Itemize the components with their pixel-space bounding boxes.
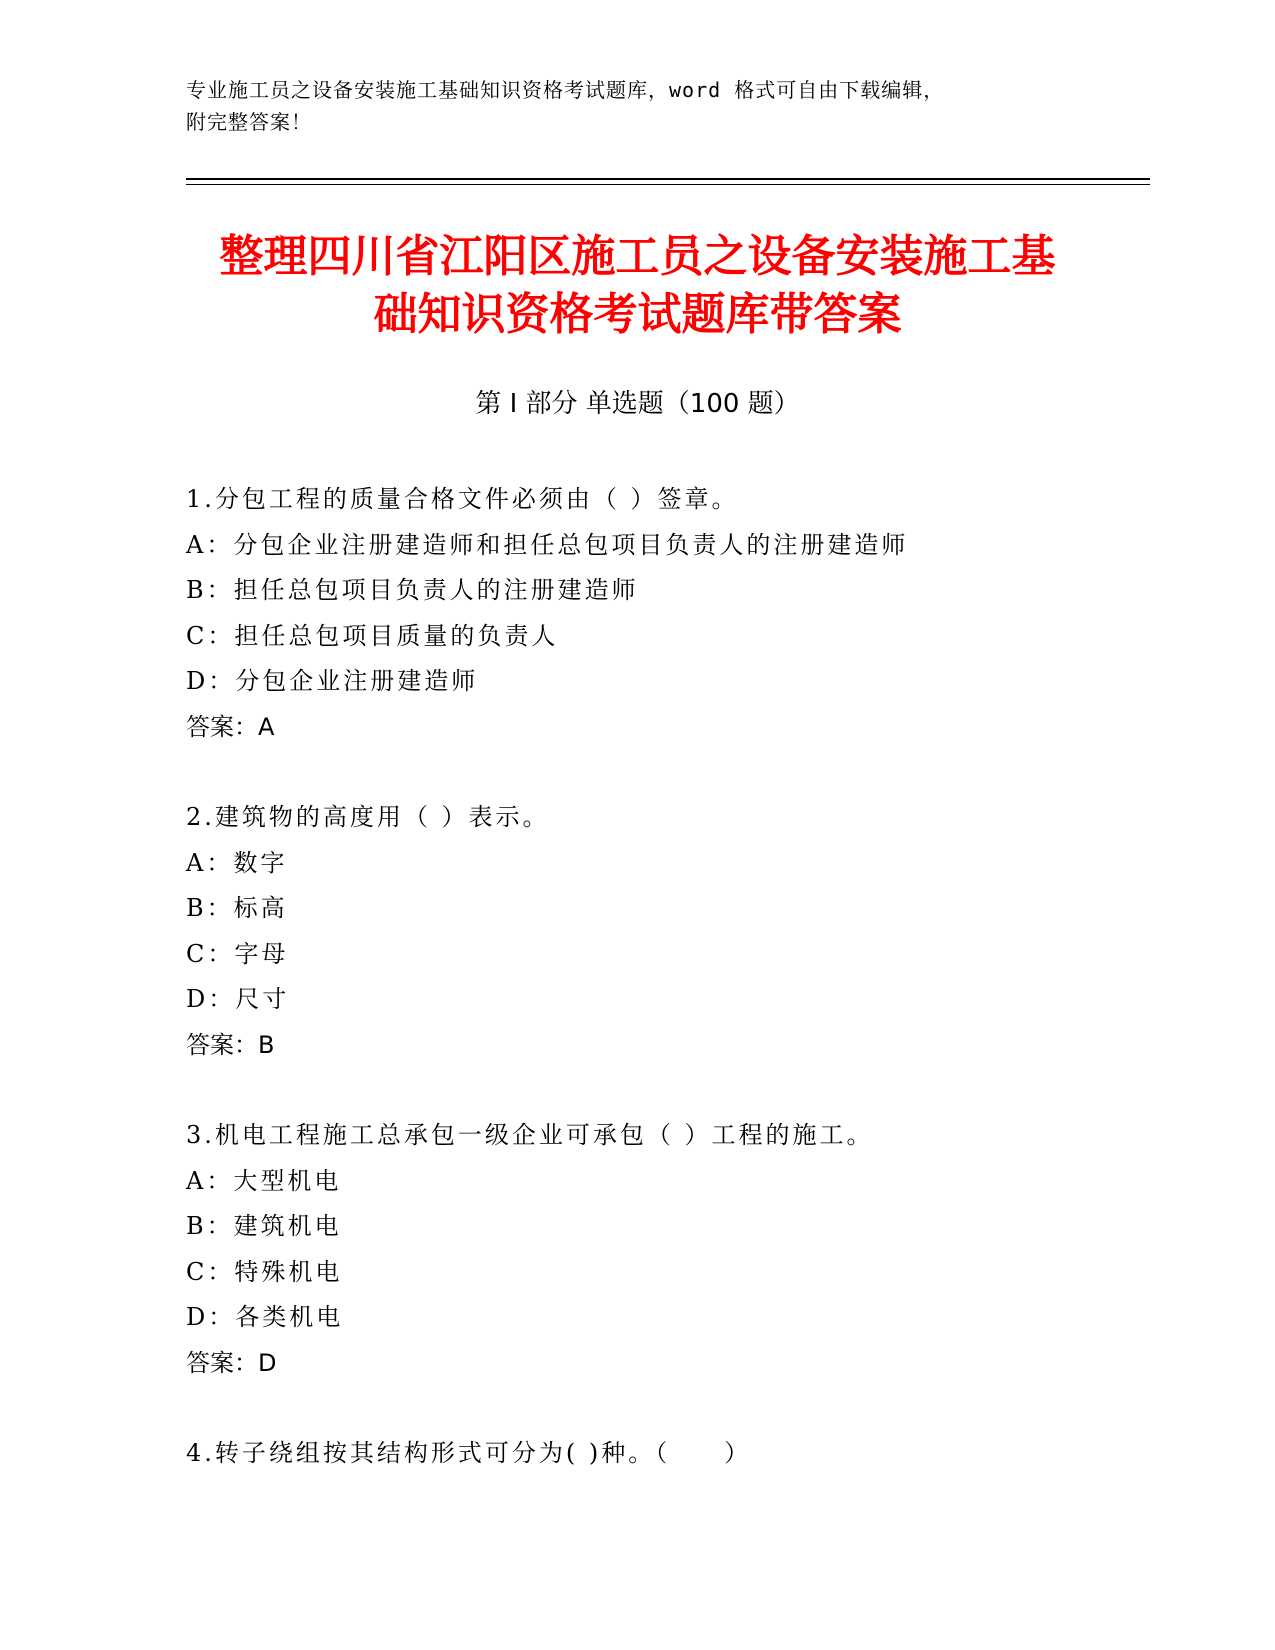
question-4 <box>186 1431 1166 1477</box>
option-d: D：尺寸 <box>186 985 290 1013</box>
section-title: 第 I 部分 单选题（100 题） <box>475 389 800 419</box>
header-note-line-2: 附完整答案！ <box>186 110 312 134</box>
option-d: D：分包企业注册建造师 <box>186 667 479 695</box>
answer: 答案：D <box>186 1348 277 1377</box>
option-a: A：分包企业注册建造师和担任总包项目负责人的注册建造师 <box>186 530 909 559</box>
header-divider-thin <box>186 184 1150 185</box>
option-c: C：字母 <box>186 939 289 968</box>
question-stem: 3.机电工程施工总承包一级企业可承包（ ）工程的施工。 <box>186 1121 874 1149</box>
question-stem: 4.转子绕组按其结构形式可分为( )种。（ ） <box>186 1439 752 1467</box>
document-title-line-2: 础知识资格考试题库带答案 <box>373 289 902 340</box>
answer: 答案：A <box>186 712 275 741</box>
option-a: A：大型机电 <box>186 1166 342 1195</box>
option-a: A：数字 <box>186 848 288 877</box>
document-title <box>160 228 1115 344</box>
question-1 <box>186 477 1166 795</box>
question-spacer <box>186 1068 1166 1113</box>
document-title-line-1: 整理四川省江阳区施工员之设备安装施工基 <box>219 231 1056 282</box>
question-spacer <box>186 750 1166 795</box>
question-3 <box>186 1113 1166 1431</box>
header-note-line-1: 专业施工员之设备安装施工基础知识资格考试题库，word 格式可自由下载编辑， <box>186 78 945 102</box>
option-b: B：担任总包项目负责人的注册建造师 <box>186 576 639 604</box>
header-divider-thick <box>186 178 1150 180</box>
question-list <box>186 477 1166 1477</box>
question-stem: 1.分包工程的质量合格文件必须由（ ）签章。 <box>186 485 739 513</box>
option-b: B：建筑机电 <box>186 1212 342 1240</box>
option-c: C：担任总包项目质量的负责人 <box>186 621 559 650</box>
question-spacer <box>186 1386 1166 1431</box>
option-d: D：各类机电 <box>186 1303 344 1331</box>
question-2 <box>186 795 1166 1113</box>
answer: 答案：B <box>186 1030 275 1059</box>
question-stem: 2.建筑物的高度用（ ）表示。 <box>186 803 550 831</box>
option-b: B：标高 <box>186 894 288 922</box>
header-note <box>186 74 1066 138</box>
option-c: C：特殊机电 <box>186 1257 343 1286</box>
